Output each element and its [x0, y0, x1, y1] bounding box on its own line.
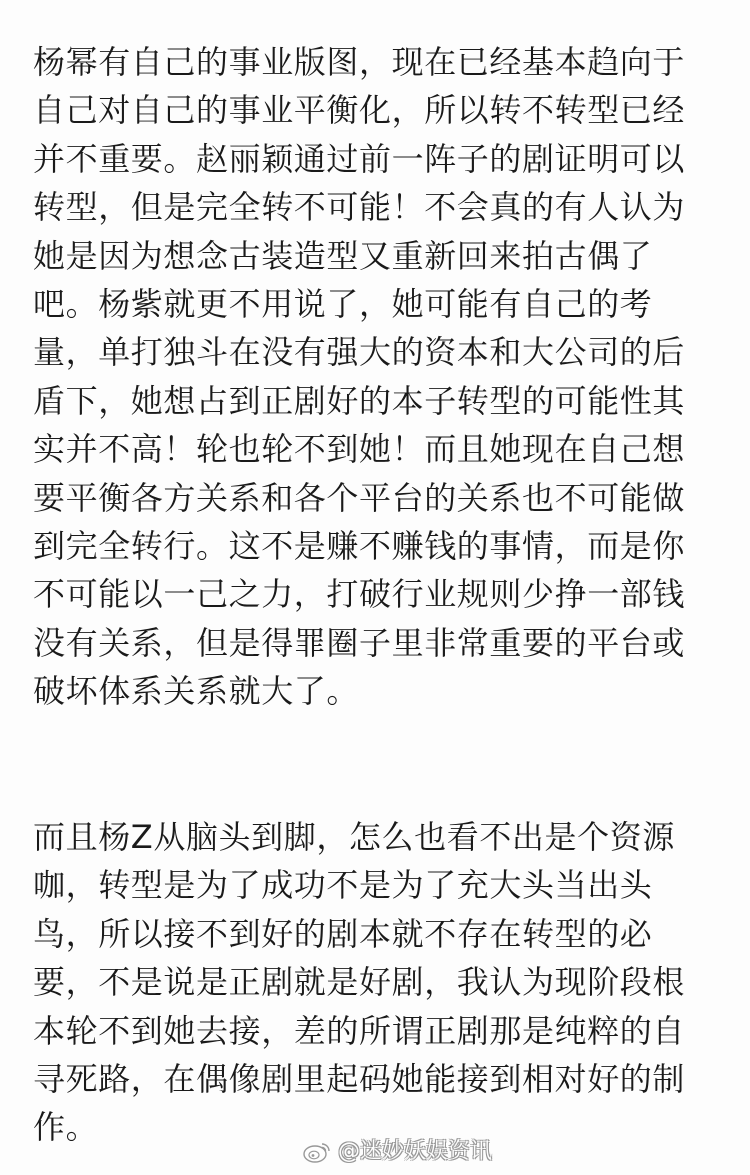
text-line: 自己对自己的事业平衡化，所以转不转型已经: [33, 91, 686, 130]
text-line: 吧。杨紫就更不用说了，她可能有自己的考: [33, 284, 653, 323]
text-line: 杨幂有自己的事业版图，现在已经基本趋向于: [33, 43, 686, 81]
text-line: 量，单打独斗在没有强大的资本和大公司的后: [33, 333, 686, 372]
text-line: 并不重要。赵丽颖通过前一阵子的剧证明可以: [33, 139, 686, 178]
text-line: 实并不高！轮也轮不到她！而且她现在自己想: [33, 430, 686, 469]
watermark: [302, 1137, 492, 1167]
text-line: 破坏体系关系就大了。: [33, 672, 360, 711]
text-line: 作。: [33, 1108, 99, 1147]
weibo-icon: [302, 1140, 332, 1164]
article-paragraph-2: [33, 813, 723, 1152]
text-line: 咖，转型是为了成功不是为了充大头当出头: [33, 866, 653, 905]
article-paragraph-1: [33, 38, 723, 715]
text-line: 要，不是说是正剧就是好剧，我认为现阶段根: [33, 963, 686, 1002]
watermark-text: @迷妙妖娱资讯: [338, 1139, 493, 1164]
text-line: 本轮不到她去接，差的所谓正剧那是纯粹的自: [33, 1011, 686, 1050]
text-line: 鸟，所以接不到好的剧本就不存在转型的必: [33, 914, 653, 953]
text-line: 盾下，她想占到正剧好的本子转型的可能性其: [33, 381, 686, 420]
text-line: 她是因为想念古装造型又重新回来拍古偶了: [33, 236, 653, 275]
text-line: 不可能以一己之力，打破行业规则少挣一部钱: [33, 575, 686, 614]
text-line: 要平衡各方关系和各个平台的关系也不可能做: [33, 478, 686, 517]
text-line: 寻死路，在偶像剧里起码她能接到相对好的制: [33, 1059, 686, 1098]
text-line: 没有关系，但是得罪圈子里非常重要的平台或: [33, 623, 686, 662]
text-line: 转型，但是完全转不可能！不会真的有人认为: [33, 188, 686, 227]
text-line: 而且杨Z从脑头到脚，怎么也看不出是个资源: [33, 818, 675, 856]
text-line: 到完全转行。这不是赚不赚钱的事情，而是你: [33, 526, 686, 565]
